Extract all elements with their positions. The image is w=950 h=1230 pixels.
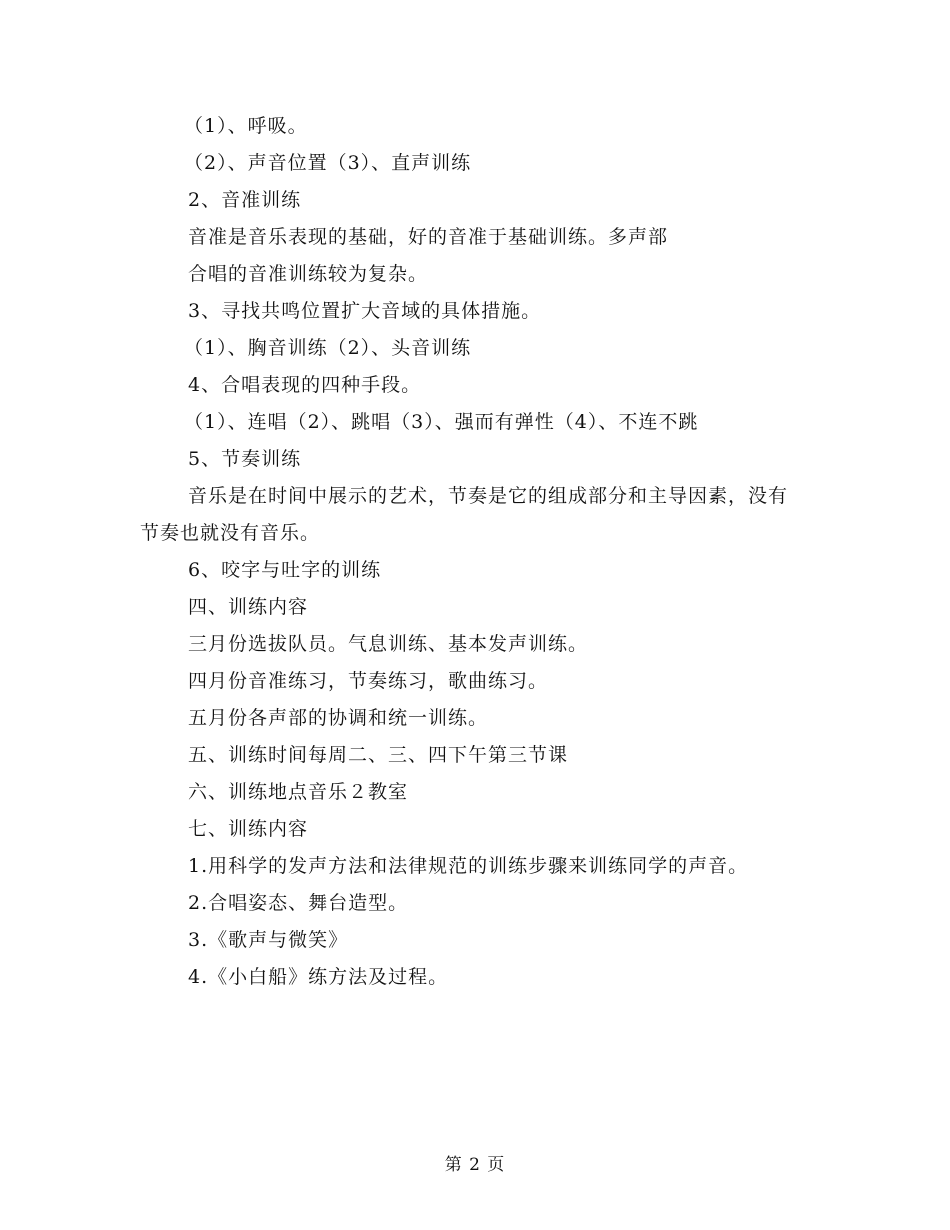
heading-resonance: 3、寻找共鸣位置扩大音域的具体措施。 (188, 300, 542, 322)
heading-pitch-training: 2、音准训练 (188, 189, 302, 211)
item-voice-position: （2）、声音位置（3）、直声训练 (184, 152, 472, 174)
plan-april: 四月份音准练习，节奏练习，歌曲练习。 (188, 670, 549, 692)
paragraph-rhythm: 音乐是在时间中展示的艺术，节奏是它的组成部分和主导因素，没有节奏也就没有音乐。 (140, 485, 789, 544)
section-6-title: 六、训练地点音乐２教室 (188, 781, 409, 803)
plan-may: 五月份各声部的协调和统一训练。 (188, 707, 489, 729)
plan-march: 三月份选拔队员。气息训练、基本发声训练。 (188, 633, 589, 655)
content-item-1: 1.用科学的发声方法和法律规范的训练步骤来训练同学的声音。 (188, 855, 749, 877)
item-singing-methods: （1）、连唱（2）、跳唱（3）、强而有弹性（4）、不连不跳 (184, 411, 699, 433)
section-4-title: 四、训练内容 (188, 596, 309, 618)
document-body (140, 108, 800, 996)
paragraph-pitch-line2: 合唱的音准训练较为复杂。 (188, 263, 429, 285)
section-5-title: 五、训练时间每周二、三、四下午第三节课 (188, 744, 569, 766)
item-chest-head-voice: （1）、胸音训练（2）、头音训练 (184, 337, 472, 359)
heading-four-methods: 4、合唱表现的四种手段。 (188, 374, 422, 396)
paragraph-pitch-line1: 音准是音乐表现的基础，好的音准于基础训练。多声部 (188, 226, 669, 248)
heading-rhythm-training: 5、节奏训练 (188, 448, 302, 470)
section-7-title: 七、训练内容 (188, 818, 309, 840)
heading-diction: 6、咬字与吐字的训练 (188, 559, 382, 581)
content-item-2: 2.合唱姿态、舞台造型。 (188, 892, 409, 914)
item-breathing: （1）、呼吸。 (184, 115, 308, 137)
page-number: 第 2 页 (444, 1155, 506, 1175)
content-item-4: 4.《小白船》练方法及过程。 (188, 966, 449, 988)
content-item-3: 3.《歌声与微笑》 (188, 929, 349, 951)
